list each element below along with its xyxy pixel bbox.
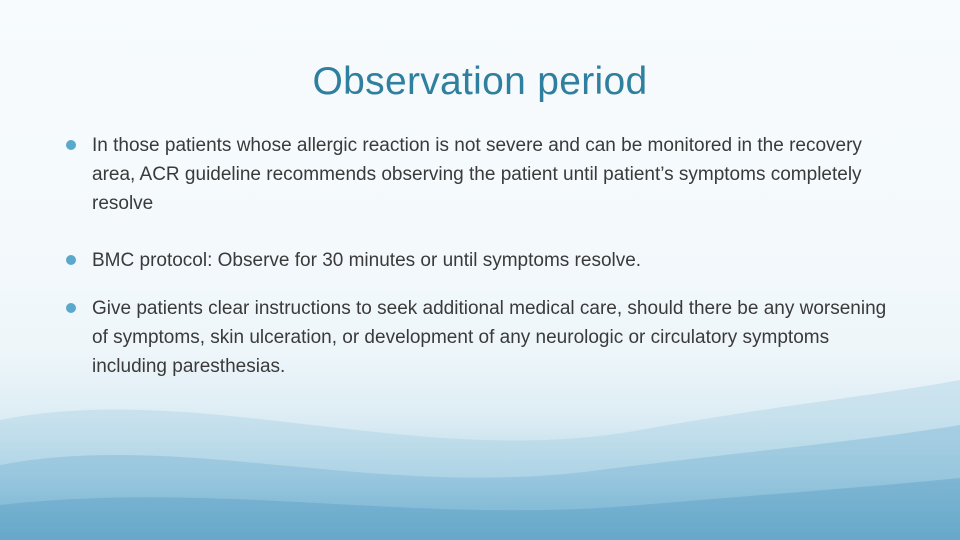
bullet-item xyxy=(66,246,896,275)
bullet-item xyxy=(66,131,896,218)
bullet-list xyxy=(66,131,896,409)
bullet-dot-icon xyxy=(66,255,76,265)
bullet-text: In those patients whose allergic reaction is not severe and can be monitored in the recovery area, ACR guideline recommends observing the patient until patient’s symptoms completely resolve xyxy=(92,135,862,214)
bullet-text: Give patients clear instructions to seek additional medical care, should there be any worsening of symptoms, skin ulceration, or development of any neurologic or circulatory symptoms including paresthesias. xyxy=(92,298,887,377)
bullet-dot-icon xyxy=(66,140,76,150)
bullet-dot-icon xyxy=(66,303,76,313)
bullet-text: BMC protocol: Observe for 30 minutes or until symptoms resolve. xyxy=(92,250,642,271)
slide-title: Observation period xyxy=(312,60,648,103)
bullet-item xyxy=(66,294,896,381)
